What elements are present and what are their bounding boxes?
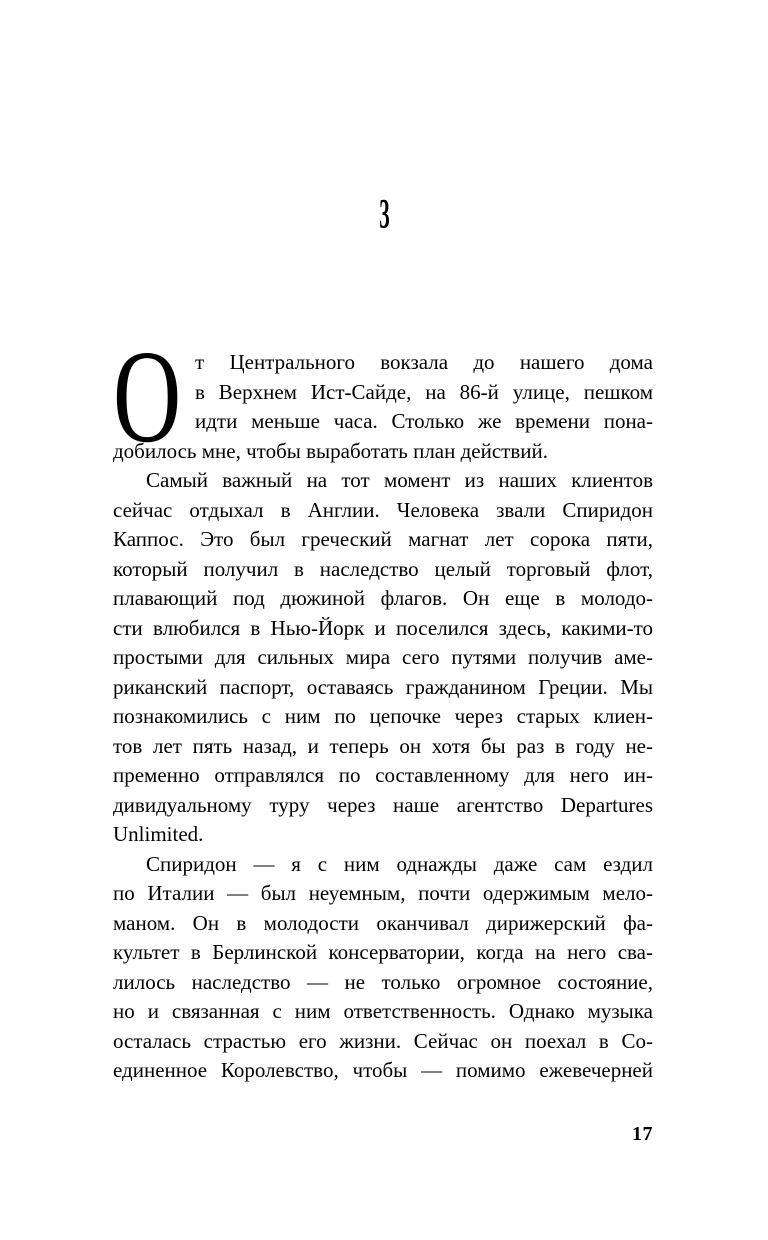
text-line: риканский паспорт, оставаясь гражданином Греции. Мы (113, 674, 653, 699)
text-line: добилось мне, чтобы выработать план действий. (113, 438, 548, 463)
text-line: сти влюбился в Нью-Йорк и поселился здесь, какими-то (113, 615, 653, 640)
page-body (113, 322, 653, 1086)
text-line: маном. Он в молодости оканчивал дирижерский фа- (113, 910, 653, 935)
text-line: Самый важный на тот момент из наших клиентов (146, 468, 653, 492)
text-line: тов лет пять назад, и теперь он хотя бы раз в году не- (113, 733, 653, 758)
text-line: но и связанная с ним ответственность. Однако музыка (113, 999, 653, 1023)
text-line: т Центрального вокзала до нашего дома (195, 350, 653, 374)
text-line: лилось наследство — не только огромное состояние, (113, 969, 653, 994)
text-line: единенное Королевство, чтобы — помимо ежевечерней (113, 1058, 653, 1082)
page-number: 17 (632, 1123, 653, 1145)
text-line: по Италии — был неуемным, почти одержимым мело- (113, 881, 653, 905)
text-line: культет в Берлинской консерватории, когда на него сва- (113, 940, 653, 964)
text-line: Unlimited. (113, 822, 204, 846)
paragraph (113, 466, 653, 850)
text-line: Каппос. Это был греческий магнат лет сорока пяти, (113, 527, 653, 551)
chapter-heading (114, 192, 654, 238)
text-line: плавающий под дюжиной флагов. Он еще в молодо- (113, 586, 653, 610)
text-line: простыми для сильных мира сего путями получив аме- (113, 645, 653, 669)
text-line: идти меньше часа. Столько же времени пона- (195, 409, 653, 433)
paragraph (113, 322, 653, 470)
text-line: осталась страстью его жизни. Сейчас он поехал в Со- (113, 1028, 653, 1053)
text-line: Спиридон — я с ним однажды даже сам ездил (146, 851, 653, 876)
paragraph (113, 850, 653, 1086)
drop-cap: О (113, 322, 182, 470)
text-line: пременно отправлялся по составленному для него ин- (113, 763, 653, 787)
text-line: познакомились с ним по цепочке через старых клиен- (113, 704, 653, 728)
text-line: который получил в наследство целый торговый флот, (113, 556, 653, 581)
text-line: в Верхнем Ист-Сайде, на 86-й улице, пешком (195, 379, 653, 404)
chapter-number: 3 (378, 192, 390, 238)
text-line: сейчас отдыхал в Англии. Человека звали Спиридон (113, 497, 653, 522)
text-line: дивидуальному туру через наше агентство Departures (113, 792, 653, 817)
